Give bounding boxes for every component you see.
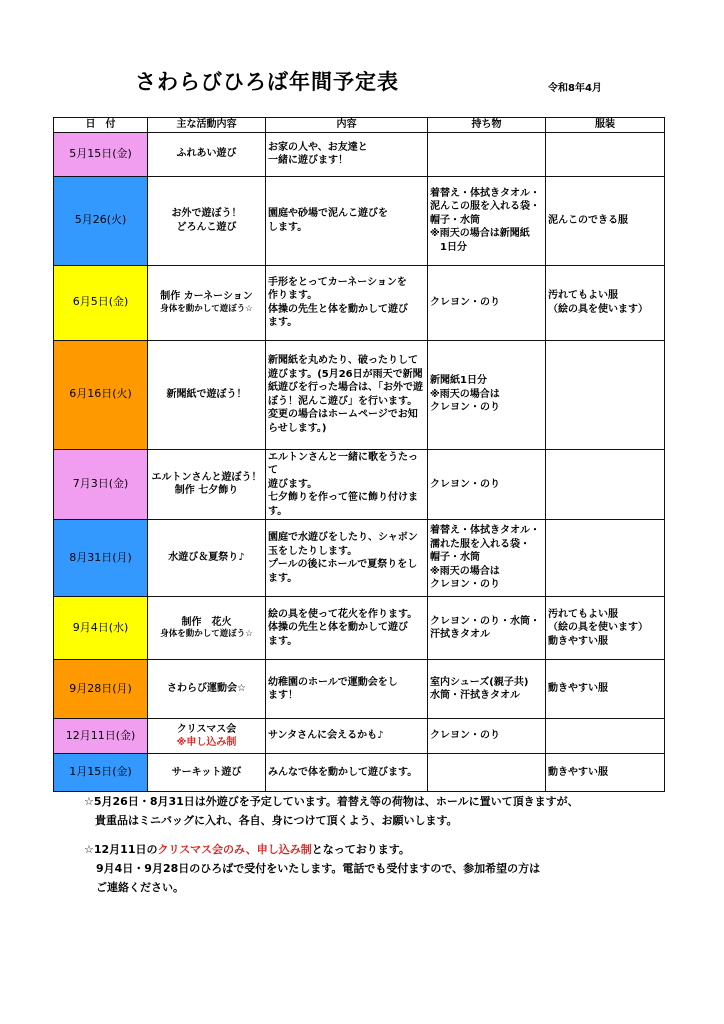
activity-cell — [148, 265, 266, 340]
notes — [84, 792, 684, 903]
table-row — [54, 449, 665, 520]
clothes-cell — [546, 340, 665, 449]
activity-cell — [148, 719, 266, 754]
items-cell: 新聞紙1日分 ※雨天の場合は クレヨン・のり — [428, 340, 546, 449]
header-date: 日 付 — [54, 118, 148, 133]
activity-registration-note: ※申し込み制 — [176, 737, 237, 748]
date-cell: 12月11日(金) — [54, 719, 148, 754]
items-cell — [428, 132, 546, 176]
content-cell: 園庭や砂場で泥んこ遊びを します。 — [266, 176, 428, 265]
activity-title: エルトンさんと遊ぼう！ 制作 七夕飾り — [151, 471, 262, 497]
note-christmas-suffix: となっております。 — [311, 843, 410, 856]
activity-title: ふれあい遊び — [176, 148, 237, 160]
table-row — [54, 265, 665, 340]
activity-title: 制作 花火 — [181, 616, 232, 628]
items-cell: クレヨン・のり — [428, 265, 546, 340]
content-cell: サンタさんに会えるかも♪ — [266, 719, 428, 754]
date-cell: 7月3日(金) — [54, 449, 148, 520]
content-cell: 幼稚園のホールで運動会をし ます！ — [266, 660, 428, 719]
table-row — [54, 520, 665, 597]
note-registration: 9月4日・9月28日のひろばで受付をいたします。電話でも受付ますので、参加希望の方は ご連絡ください。 — [96, 862, 541, 894]
clothes-cell: 泥んこのできる服 — [546, 176, 665, 265]
table-row — [54, 719, 665, 754]
clothes-cell — [546, 132, 665, 176]
items-cell: クレヨン・のり — [428, 449, 546, 520]
table-row — [54, 597, 665, 660]
activity-title: 制作 カーネーション — [160, 291, 253, 303]
content-cell: 園庭で水遊びをしたり、シャボン玉をしたりします。 プールの後にホールで夏祭りをします。 — [266, 520, 428, 597]
activity-title: 水遊び＆夏祭り♪ — [168, 552, 245, 564]
table-row — [54, 132, 665, 176]
table-row — [54, 754, 665, 792]
items-cell: 着替え・体拭きタオル・ 泥んこの服を入れる袋・ 帽子・水筒 ※雨天の場合は新聞紙 1日分 — [428, 176, 546, 265]
items-cell: クレヨン・のり — [428, 719, 546, 754]
date-cell: 9月28日(月) — [54, 660, 148, 719]
activity-cell — [148, 660, 266, 719]
clothes-cell — [546, 449, 665, 520]
date-cell: 5月26(火) — [54, 176, 148, 265]
table-row — [54, 176, 665, 265]
content-cell: 新聞紙を丸めたり、破ったりして遊びます。(5月26日が雨天で新聞紙遊びを行った場合は、「お外で遊ぼう！泥んこ遊び」を行います。変更の場合はホームページでお知らせします。) — [266, 340, 428, 449]
activity-cell — [148, 520, 266, 597]
date-cell: 1月15日(金) — [54, 754, 148, 792]
header-content: 内容 — [266, 118, 428, 133]
note-christmas-highlight: クリスマス会のみ、申し込み制 — [157, 843, 312, 856]
table-row — [54, 340, 665, 449]
date-cell: 8月31日(月) — [54, 520, 148, 597]
activity-cell — [148, 754, 266, 792]
note-outdoor: ☆5月26日・8月31日は外遊びを予定しています。着替え等の荷物は、ホールに置いて頂きますが、 貴重品はミニバッグに入れ、各自、身につけて頂くよう、お願いします。 — [84, 795, 579, 827]
activity-cell — [148, 449, 266, 520]
activity-cell — [148, 176, 266, 265]
activity-title: サーキット遊び — [171, 766, 242, 778]
activity-cell — [148, 132, 266, 176]
activity-title: 新聞紙で遊ぼう！ — [166, 388, 247, 400]
date-cell: 5月15日(金) — [54, 132, 148, 176]
activity-title: クリスマス会 — [176, 723, 237, 735]
content-cell: お家の人や、お友達と 一緒に遊びます！ — [266, 132, 428, 176]
content-cell: 手形をとってカーネーションを 作ります。 体操の先生と体を動かして遊び ます。 — [266, 265, 428, 340]
content-cell: みんなで体を動かして遊びます。 — [266, 754, 428, 792]
header-activity: 主な活動内容 — [148, 118, 266, 133]
clothes-cell: 汚れてもよい服 （絵の具を使います） — [546, 265, 665, 340]
content-cell: 絵の具を使って花火を作ります。 体操の先生と体を動かして遊び ます。 — [266, 597, 428, 660]
table-header-row — [54, 118, 665, 133]
activity-title: お外で遊ぼう！ どろんこ遊び — [171, 208, 242, 233]
header-clothes: 服装 — [546, 118, 665, 133]
page-title: さわらびひろば年間予定表 — [135, 70, 399, 94]
content-cell: エルトンさんと一緒に歌をうたって 遊びます。 七夕飾りを作って笹に飾り付けます。 — [266, 449, 428, 520]
issue-date: 令和8年4月 — [548, 83, 602, 94]
note-christmas-prefix: ☆12月11日の — [84, 843, 158, 856]
activity-cell — [148, 597, 266, 660]
date-cell: 6月5日(金) — [54, 265, 148, 340]
table-row — [54, 660, 665, 719]
items-cell — [428, 754, 546, 792]
items-cell: 室内シューズ(親子共) 水筒・汗拭きタオル — [428, 660, 546, 719]
clothes-cell: 動きやすい服 — [546, 754, 665, 792]
schedule-table — [53, 117, 665, 792]
clothes-cell — [546, 719, 665, 754]
clothes-cell — [546, 520, 665, 597]
clothes-cell: 動きやすい服 — [546, 660, 665, 719]
header-items: 持ち物 — [428, 118, 546, 133]
date-cell: 6月16日(火) — [54, 340, 148, 449]
items-cell: 着替え・体拭きタオル・ 濡れた服を入れる袋・ 帽子・水筒 ※雨天の場合は クレヨン・のり — [428, 520, 546, 597]
clothes-cell: 汚れてもよい服 （絵の具を使います） 動きやすい服 — [546, 597, 665, 660]
date-cell: 9月4日(水) — [54, 597, 148, 660]
activity-cell — [148, 340, 266, 449]
activity-title: さわらび運動会☆ — [167, 683, 246, 695]
items-cell: クレヨン・のり・水筒・ 汗拭きタオル — [428, 597, 546, 660]
activity-subtitle: 身体を動かして遊ぼう☆ — [160, 629, 253, 640]
note-christmas — [84, 840, 684, 859]
activity-subtitle: 身体を動かして遊ぼう☆ — [160, 303, 253, 314]
